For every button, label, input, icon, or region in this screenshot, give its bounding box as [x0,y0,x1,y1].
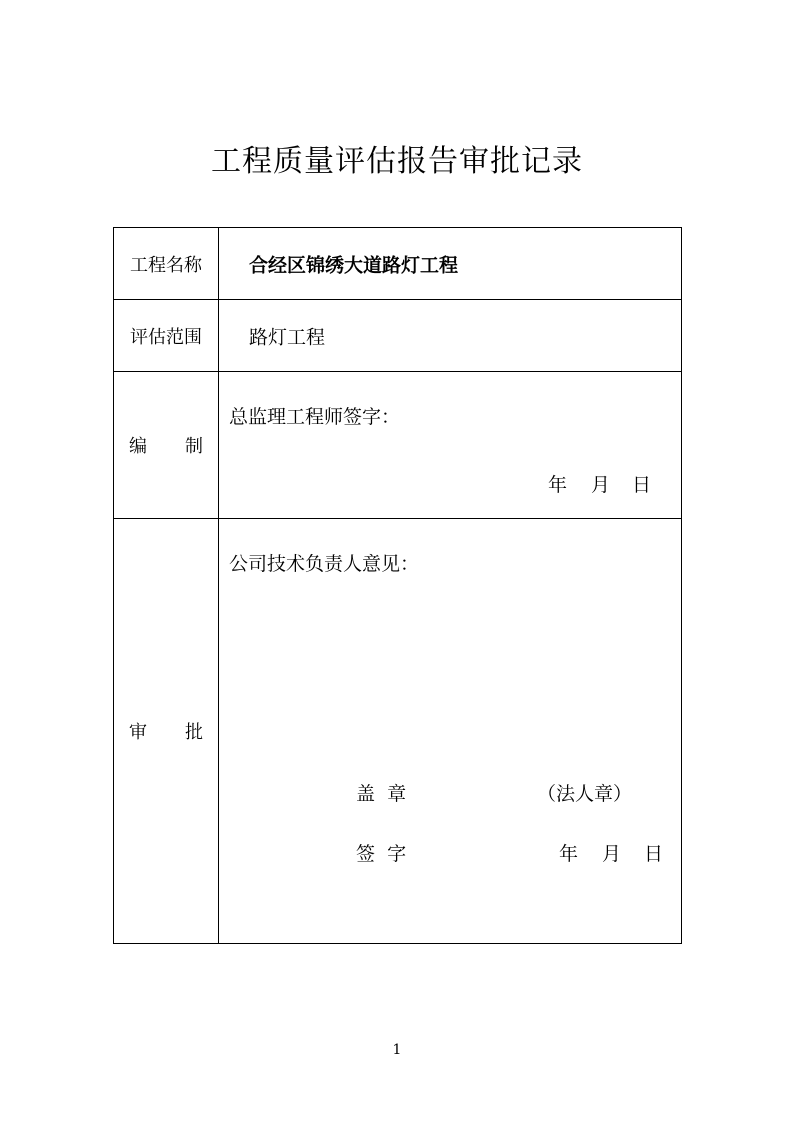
approve-label-char-2: 批 [185,722,203,743]
scope-cell [219,300,682,372]
compile-row [114,372,682,519]
page-number: 1 [392,1042,402,1058]
project-name-label: 工程名称 [114,228,219,300]
scope-label: 评估范围 [114,300,219,372]
sign-label: 签 字 [356,843,407,865]
compile-month-label: 月 [591,474,611,496]
approve-label-char-1: 审 [129,722,147,743]
approve-label-cell [114,519,219,944]
project-name-value: 合经区锦绣大道路灯工程 [249,254,459,276]
tech-lead-opinion-prompt: 公司技术负责人意见： [229,553,420,575]
project-name-row [114,228,682,300]
compile-cell [219,372,682,519]
legal-person-seal-label: （法人章） [537,783,633,805]
compile-label-char-1: 编 [129,436,147,457]
compile-year-label: 年 [548,474,568,496]
approve-row [114,519,682,944]
project-name-cell [219,228,682,300]
approve-month-label: 月 [602,843,622,865]
compile-label-char-2: 制 [185,436,203,457]
scope-value: 路灯工程 [249,326,326,348]
approve-year-label: 年 [559,843,579,865]
seal-label: 盖 章 [356,783,407,805]
document-title: 工程质量评估报告审批记录 [211,144,583,179]
chief-supervisor-signature-prompt: 总监理工程师签字： [229,406,401,428]
scope-row [114,300,682,372]
compile-label-cell [114,372,219,519]
approve-day-label: 日 [644,843,664,865]
approve-cell [219,519,682,944]
compile-day-label: 日 [632,474,652,496]
approval-form-table [113,227,682,944]
